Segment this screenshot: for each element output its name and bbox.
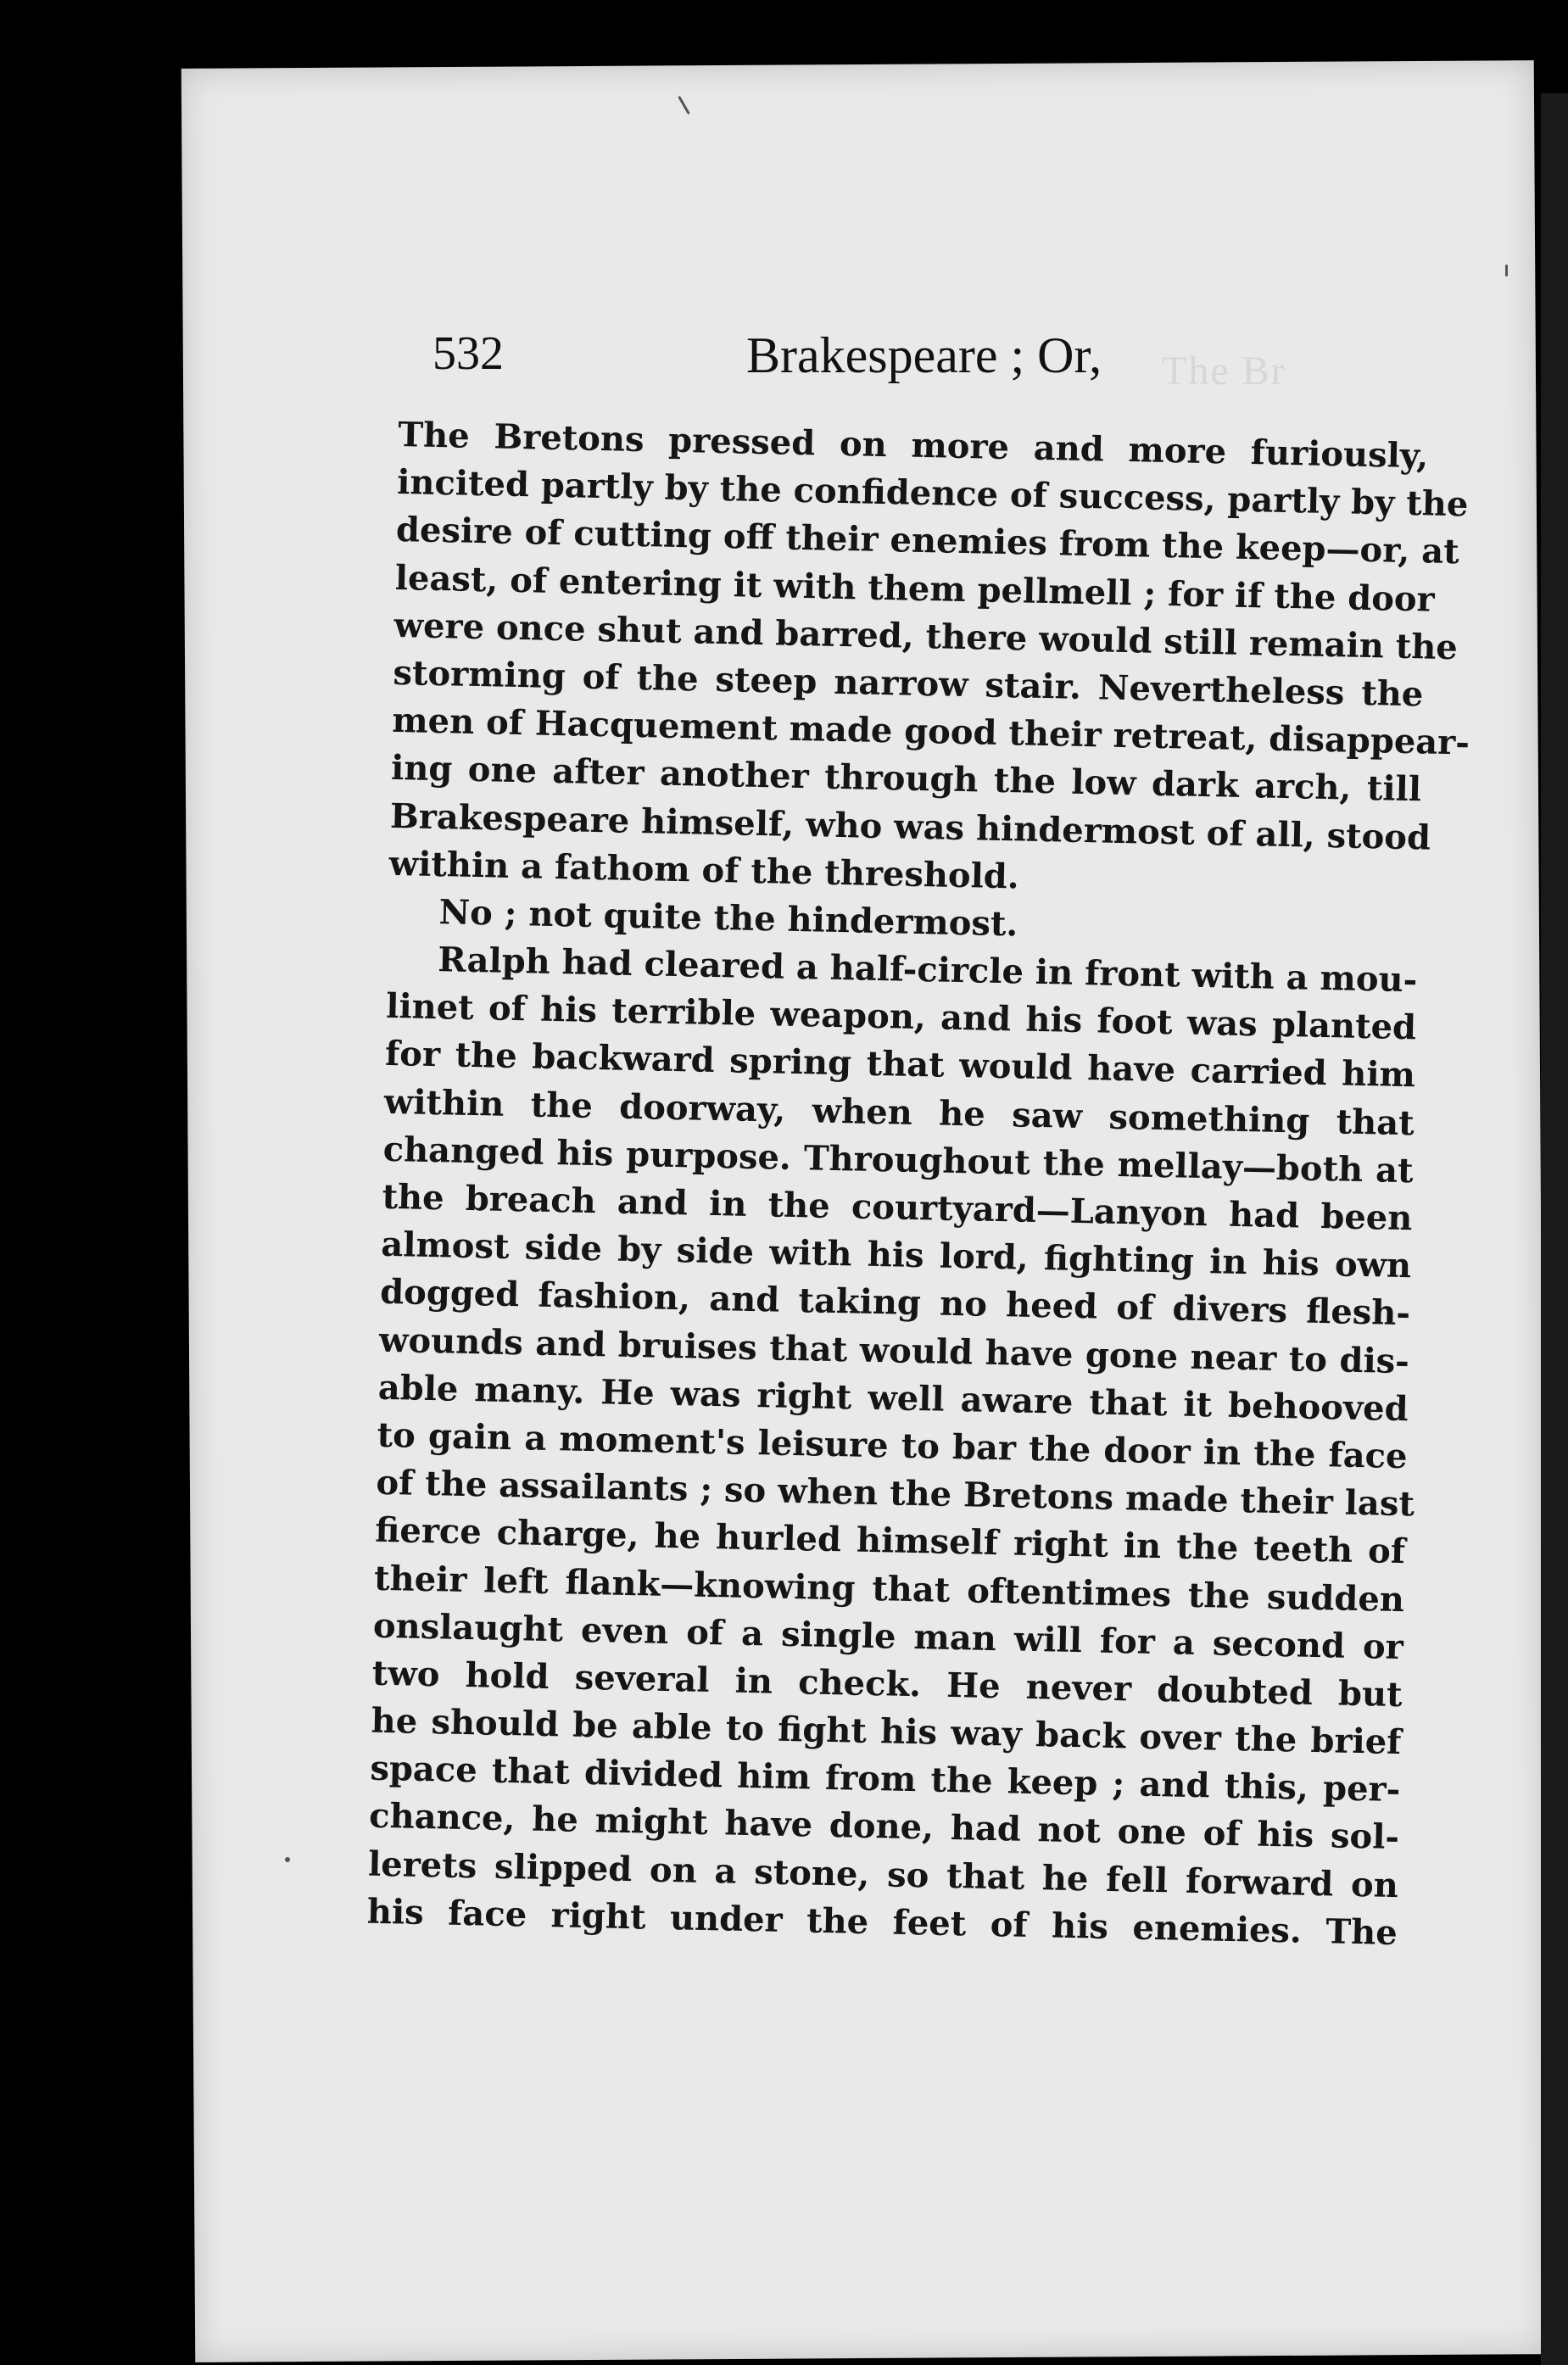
text-line: the breach and in the courtyard—Lanyon had been (382, 1176, 1413, 1239)
text-line: for the backward spring that would have carried him (384, 1034, 1416, 1096)
text-line: least, of entering it with them pellmell ; for if the door (394, 557, 1436, 620)
text-line: their left flank—knowing that oftentimes the sudden (373, 1558, 1405, 1620)
body-text (366, 411, 1470, 1957)
bleed-through-text: The Br (1162, 349, 1286, 393)
text-line: space that divided him from the keep ; and this, per- (369, 1748, 1401, 1810)
text-line: onslaught even of a single man will for a second or (372, 1605, 1404, 1667)
text-line: wounds and bruises that would have gone near to dis- (378, 1319, 1410, 1381)
text-line: within the doorway, when he saw something that (383, 1081, 1415, 1143)
text-line: linet of his terrible weapon, and his foot was planted (385, 986, 1417, 1048)
text-line: men of Hacquement made good their retreat, disappear- (391, 700, 1470, 763)
scan-speck (1505, 265, 1508, 276)
text-line: able many. He was right well aware that it behooved (377, 1367, 1409, 1429)
text-line: two hold several in check. He never doubted but (371, 1653, 1403, 1715)
text-line: to gain a moment's leisure to bar the door in the face (377, 1414, 1408, 1477)
text-line: incited partly by the confidence of success, partly by the (396, 462, 1469, 525)
text-line: almost side by side with his lord, fighting in his own (380, 1224, 1412, 1286)
text-line: No ; not quite the hindermost. (438, 892, 1018, 945)
text-line: lerets slipped on a stone, so that he fell forward on (367, 1843, 1399, 1905)
text-line: were once shut and barred, there would still remain the (393, 605, 1459, 667)
text-line: desire of cutting off their enemies from the keep—or, at (395, 510, 1460, 572)
text-line: Ralph had cleared a half-circle in front with a mou- (437, 940, 1418, 1001)
text-line: Brakespeare himself, who was hindermost of all, stood (389, 795, 1431, 858)
text-line: of the assailants ; so when the Bretons made their last (376, 1462, 1415, 1525)
text-line: he should be able to fight his way back over the brief (371, 1700, 1402, 1763)
text-line: The Bretons pressed on more and more furiously, (397, 414, 1429, 477)
text-line: within a fathom of the threshold. (388, 843, 1020, 897)
text-line: chance, he might have done, had not one of his sol- (368, 1796, 1400, 1858)
scan-speck (285, 1857, 290, 1862)
text-line: ing one after another through the low dark arch, till (390, 748, 1422, 810)
page-header (246, 326, 1306, 394)
text-line: changed his purpose. Throughout the mellay—both at (382, 1129, 1414, 1191)
running-title: Brakespeare ; Or, (746, 327, 1102, 383)
text-line: storming of the steep narrow stair. Nevertheless the (393, 652, 1424, 715)
page-edge-shadow (1541, 93, 1568, 2365)
page-number: 532 (432, 327, 504, 380)
text-line: dogged fashion, and taking no heed of divers flesh- (379, 1272, 1411, 1334)
text-line: his face right under the feet of his enemies. The (366, 1891, 1398, 1953)
text-line: fierce charge, he hurled himself right in the teeth of (374, 1510, 1406, 1572)
